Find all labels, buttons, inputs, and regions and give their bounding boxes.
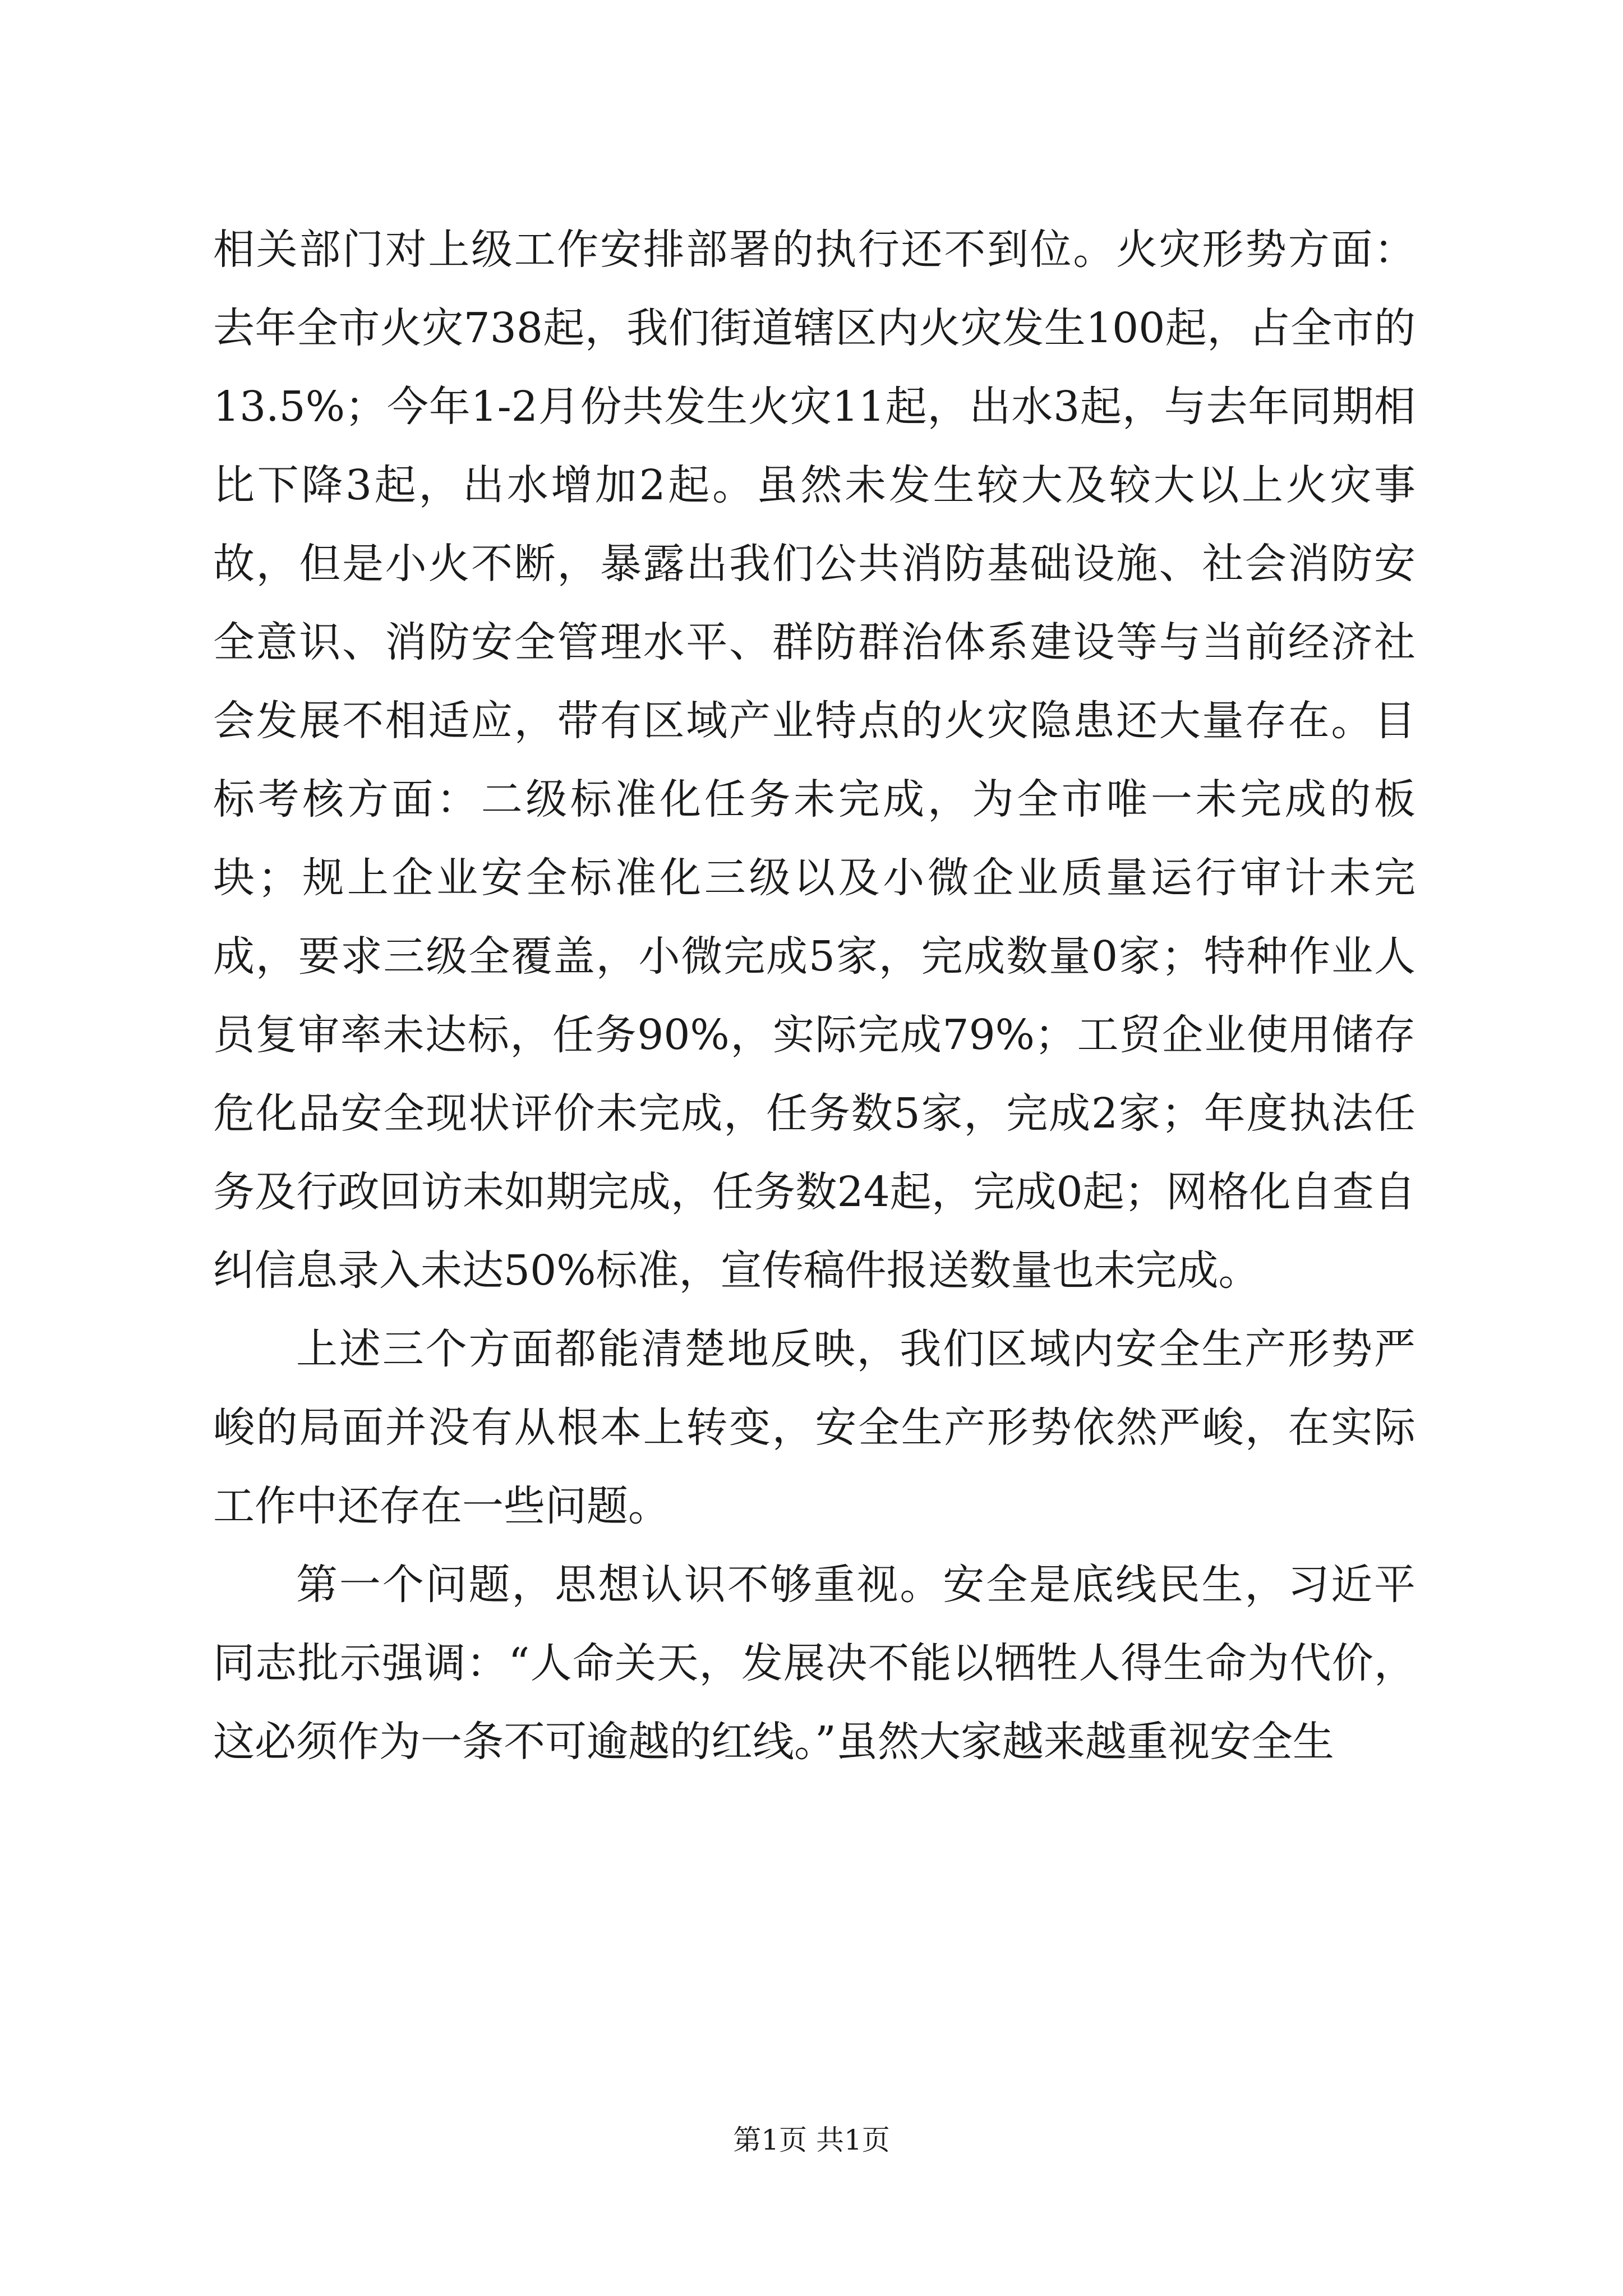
paragraph-first-problem: 第一个问题，思想认识不够重视。安全是底线民生，习近平同志批示强调：“人命关天，发展决不能以牺牲人得生命为代价，这必须作为一条不可逾越的红线。”虽然大家越来越重视安全生 [213, 1561, 1415, 1766]
document-body [213, 210, 1415, 1781]
paragraph-continued: 相关部门对上级工作安排部署的执行还不到位。火灾形势方面：去年全市火灾738起，我们街道辖区内火灾发生100起，占全市的13.5%；今年1-2月份共发生火灾11起，出水3起，与去年同期相比下降3起，出水增加2起。虽然未发生较大及较大以上火灾事故，但是小火不断，暴露出我们公共消防基础设施、社会消防安全意识、消防安全管理水平、群防群治体系建设等与当前经济社会发展不相适应，带有区域产业特点的火灾隐患还大量存在。目标考核方面：二级标准化任务未完成，为全市唯一未完成的板块；规上企业安全标准化三级以及小微企业质量运行审计未完成，要求三级全覆盖，小微完成5家，完成数量0家；特种作业人员复审率未达标，任务90%，实际完成79%；工贸企业使用储存危化品安全现状评价未完成，任务数5家，完成2家；年度执法任务及行政回访未如期完成，任务数24起，完成0起；网格化自查自纠信息录入未达50%标准，宣传稿件报送数量也未完成。 [213, 226, 1415, 1295]
page-footer: 第1页 共1页 [733, 2124, 890, 2156]
paragraph-summary: 上述三个方面都能清楚地反映，我们区域内安全生产形势严峻的局面并没有从根本上转变，安全生产形势依然严峻，在实际工作中还存在一些问题。 [213, 1325, 1415, 1530]
